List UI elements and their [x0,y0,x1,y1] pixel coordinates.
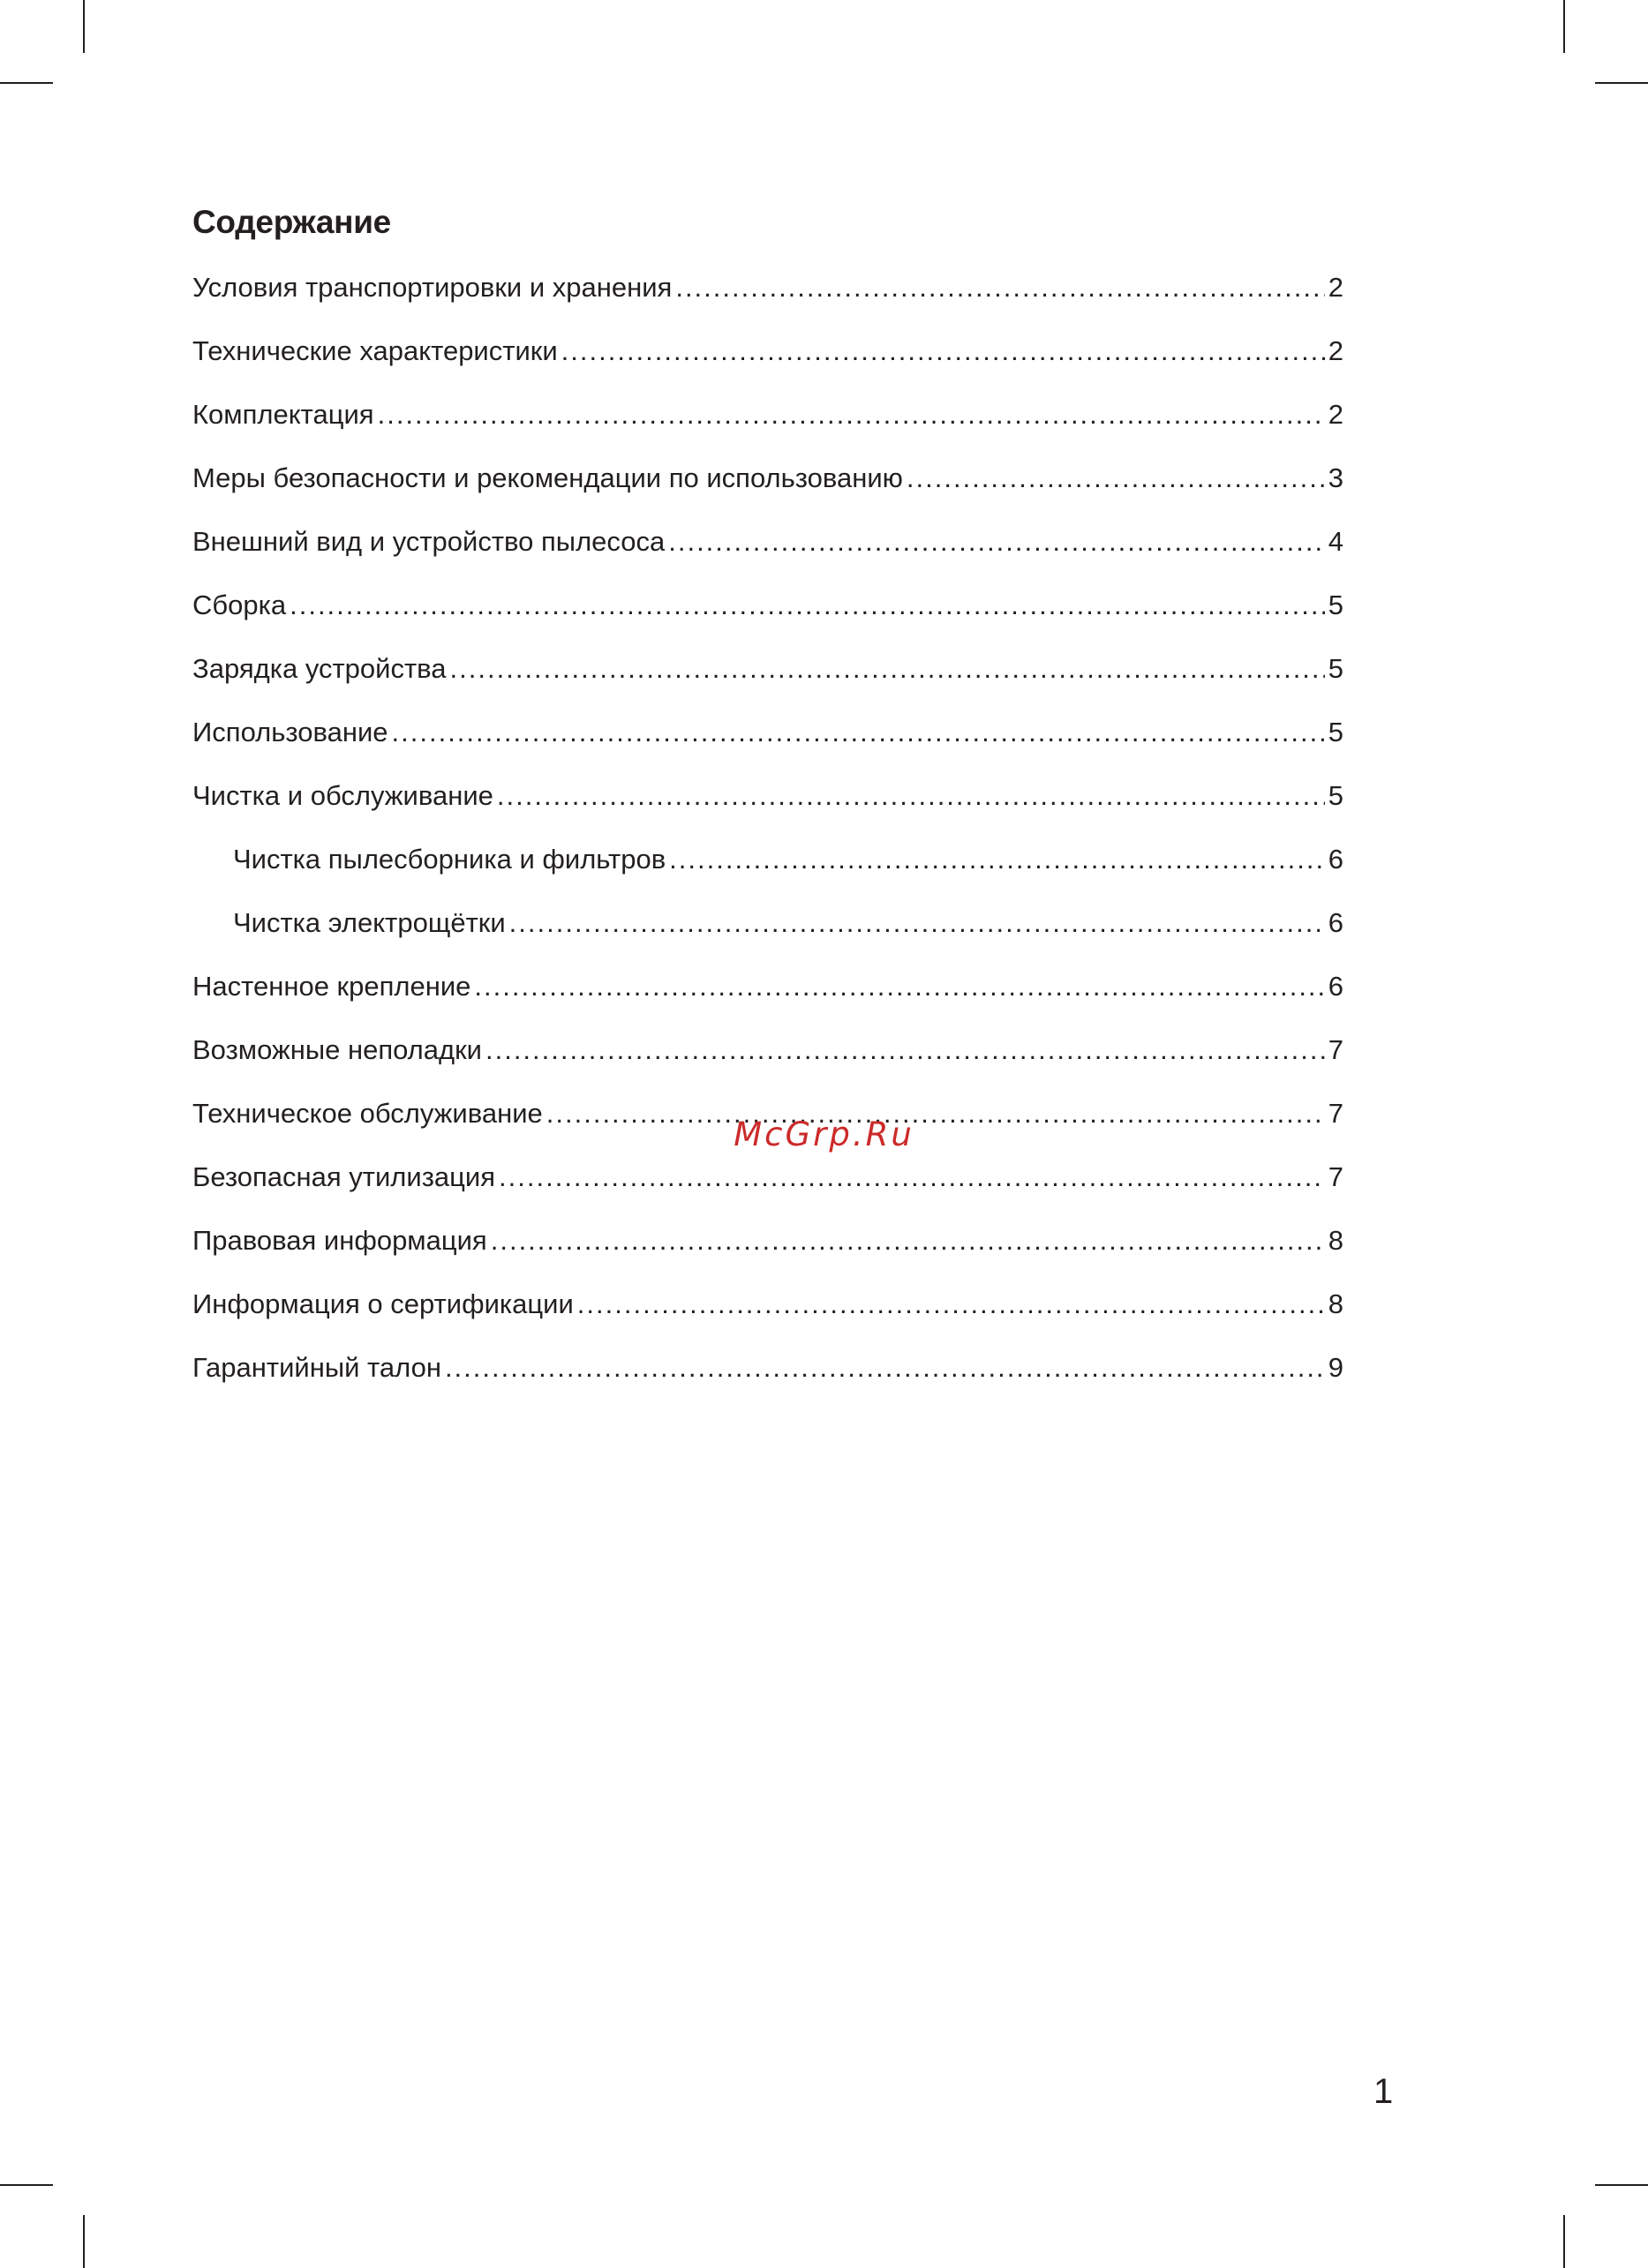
crop-mark-top-left-horizontal [0,82,53,84]
toc-entry-label: Безопасная утилизация [192,1161,496,1192]
toc-dot-leader [497,775,1325,817]
toc-entry[interactable] [192,330,1343,394]
toc-entry[interactable] [192,711,1343,775]
toc-dot-leader [561,330,1325,372]
toc-entry-page: 4 [1328,526,1343,557]
toc-entry-label: Гарантийный талон [192,1352,441,1383]
toc-entry-label: Комплектация [192,399,374,430]
toc-entry-label: Зарядка устройства [192,653,447,684]
toc-entry-page: 2 [1328,272,1343,303]
toc-entry-label: Сборка [192,590,287,620]
toc-entry-page: 7 [1328,1098,1343,1129]
toc-entry[interactable] [192,1220,1343,1283]
toc-entry[interactable] [192,1347,1343,1410]
toc-dot-leader [474,965,1324,1008]
toc-entry-page: 5 [1328,717,1343,747]
toc-entry[interactable] [192,1283,1343,1347]
toc-dot-leader [450,648,1325,690]
toc-entry-label: Использование [192,717,388,747]
table-of-contents [192,267,1343,1410]
toc-entry-page: 7 [1328,1161,1343,1192]
toc-entry-page: 3 [1328,462,1343,493]
toc-entry[interactable] [192,648,1343,711]
crop-mark-bottom-left-horizontal [0,2184,53,2186]
toc-entry-label: Внешний вид и устройство пылесоса [192,526,666,557]
crop-mark-bottom-left-vertical [83,2215,85,2268]
crop-mark-top-right-horizontal [1595,82,1648,84]
page-title: Содержание [192,204,391,240]
toc-dot-leader [290,584,1325,627]
toc-entry[interactable] [192,965,1343,1029]
watermark: McGrp.Ru [734,1115,914,1153]
toc-dot-leader [445,1347,1325,1389]
toc-entry-page: 5 [1328,780,1343,811]
toc-entry[interactable] [192,457,1343,521]
toc-entry[interactable] [192,584,1343,648]
toc-entry-label: Меры безопасности и рекомендации по использованию [192,462,903,493]
toc-entry-label: Условия транспортировки и хранения [192,272,673,303]
toc-entry-label: Возможные неполадки [192,1034,482,1065]
toc-dot-leader [668,521,1325,563]
toc-entry-page: 8 [1328,1225,1343,1256]
toc-entry-page: 8 [1328,1288,1343,1319]
toc-entry-page: 5 [1328,653,1343,684]
toc-entry[interactable] [192,902,1343,965]
toc-entry-label: Информация о сертификации [192,1288,574,1319]
toc-dot-leader [577,1283,1325,1326]
toc-entry[interactable] [192,521,1343,584]
toc-entry-label: Настенное крепление [192,971,471,1002]
toc-entry-label: Чистка пылесборника и фильтров [233,844,666,875]
toc-dot-leader [669,838,1325,881]
toc-dot-leader [378,394,1325,436]
toc-entry[interactable] [192,267,1343,330]
toc-entry[interactable] [192,775,1343,838]
toc-entry-page: 6 [1328,844,1343,875]
toc-dot-leader [675,267,1324,309]
toc-entry-label: Чистка электрощётки [233,907,506,938]
toc-dot-leader [907,457,1325,499]
toc-entry-page: 2 [1328,335,1343,366]
page-number: 1 [1373,2072,1394,2111]
crop-mark-top-left-vertical [83,0,85,53]
toc-entry[interactable] [192,1156,1343,1220]
toc-entry-label: Технические характеристики [192,335,558,366]
toc-entry-label: Чистка и обслуживание [192,780,493,811]
toc-entry-page: 6 [1328,971,1343,1002]
toc-entry-page: 9 [1328,1352,1343,1383]
toc-entry[interactable] [192,1029,1343,1093]
toc-entry-label: Правовая информация [192,1225,487,1256]
toc-entry-label: Техническое обслуживание [192,1098,543,1129]
toc-entry[interactable] [192,394,1343,457]
toc-entry-page: 6 [1328,907,1343,938]
toc-dot-leader [499,1156,1325,1198]
toc-entry[interactable] [192,838,1343,902]
toc-dot-leader [491,1220,1325,1262]
crop-mark-bottom-right-horizontal [1595,2184,1648,2186]
crop-mark-bottom-right-vertical [1563,2215,1565,2268]
toc-entry-page: 2 [1328,399,1343,430]
toc-dot-leader [509,902,1325,944]
toc-dot-leader [392,711,1325,754]
crop-mark-top-right-vertical [1563,0,1565,53]
toc-dot-leader [485,1029,1325,1071]
toc-entry-page: 7 [1328,1034,1343,1065]
toc-entry-page: 5 [1328,590,1343,620]
